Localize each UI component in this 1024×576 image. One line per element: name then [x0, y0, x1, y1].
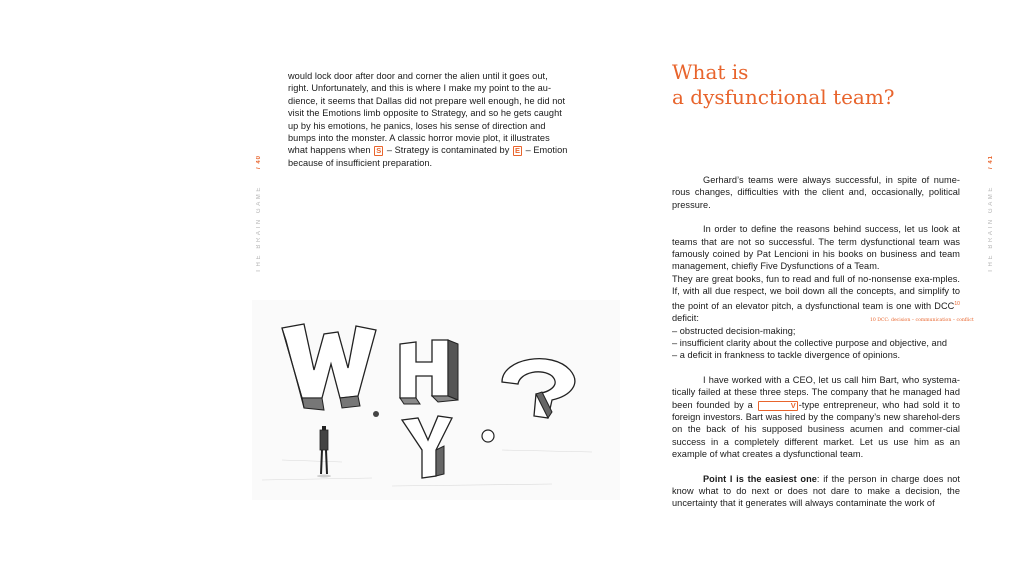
list-item: – a deficit in frankness to tackle divergence of opinions.: [672, 350, 901, 361]
paragraph: I have worked with a CEO, let us call him Bart, who systema-tically failed at these three steps. The company that he managed had been founded by a V -type entrepreneur, who had sold it to foreign investors. Bart was hired by the company’s new sharehol-ders on the back of his supposed business acumen and commer-cial success in a completely different market. Let us use him as an example of what creates a dysfunctional team.: [672, 374, 960, 460]
v-type-tag: V: [758, 401, 798, 411]
text-line: bumps into the monster. A classic horror movie plot, it illustrates: [288, 133, 550, 144]
dot-shape: [482, 430, 494, 442]
text-line: what happens when S – Strategy is contaminated by E – Emotion: [288, 145, 568, 156]
text-line: right. Unfortunately, and this is where I make my point to the au-: [288, 83, 552, 94]
right-body-text: [672, 174, 960, 510]
running-head-left: THE BRAIN GAME: [256, 185, 262, 273]
list-item: – insufficient clarity about the collective purpose and objective, and: [672, 337, 948, 348]
list-item: – obstructed decision-making;: [672, 325, 796, 336]
text-line: up by his emotions, he panics, loses his sense of direction and: [288, 120, 546, 131]
footnote-ref: 10: [954, 300, 960, 307]
text-line: would lock door after door and corner the alien until it goes out,: [288, 71, 548, 81]
footnote-sidenote: 10 DCC: decision – communication – conflict: [870, 318, 974, 323]
dot-shape: [373, 411, 379, 417]
text-line: visit the Emotions limb opposite to Strategy, and so he gets caught: [288, 108, 562, 119]
page-number-right: / 41: [988, 155, 994, 170]
section-title: What is a dysfunctional team?: [672, 60, 895, 109]
emotion-tag: E: [514, 146, 521, 156]
strategy-tag: S: [376, 146, 382, 156]
paragraph: Gerhard’s teams were always successful, in spite of nume-rous changes, difficulties with the client and, occasionally, political pressure.: [672, 175, 960, 210]
text-line: dience, it seems that Dallas did not prepare well enough, he did not: [288, 95, 566, 106]
paragraph: In order to define the reasons behind success, let us look at teams that are not so successful. The term dysfunctional team was famously coined by Pat Lencioni in his books on business and team management, chiefly Five Dysfunctions of a Team.: [672, 224, 960, 272]
text-line: because of insufficient preparation.: [288, 157, 433, 168]
paragraph: They are great books, fun to read and full of no-nonsense exa-mples. If, with all due respect, we boil down all the concepts, and simplify to the point of an elevator pitch, a dysfunctional team is one with DCC$^{10}$ deficit:: [672, 273, 960, 324]
running-head-right: THE BRAIN GAME: [988, 185, 994, 273]
page-number-left: / 40: [256, 155, 262, 170]
paragraph: Point I is the easiest one: if the person in charge does not know what to do next or does not dare to make a decision, the uncertainty that it generates will always contaminate the work of: [672, 473, 960, 509]
